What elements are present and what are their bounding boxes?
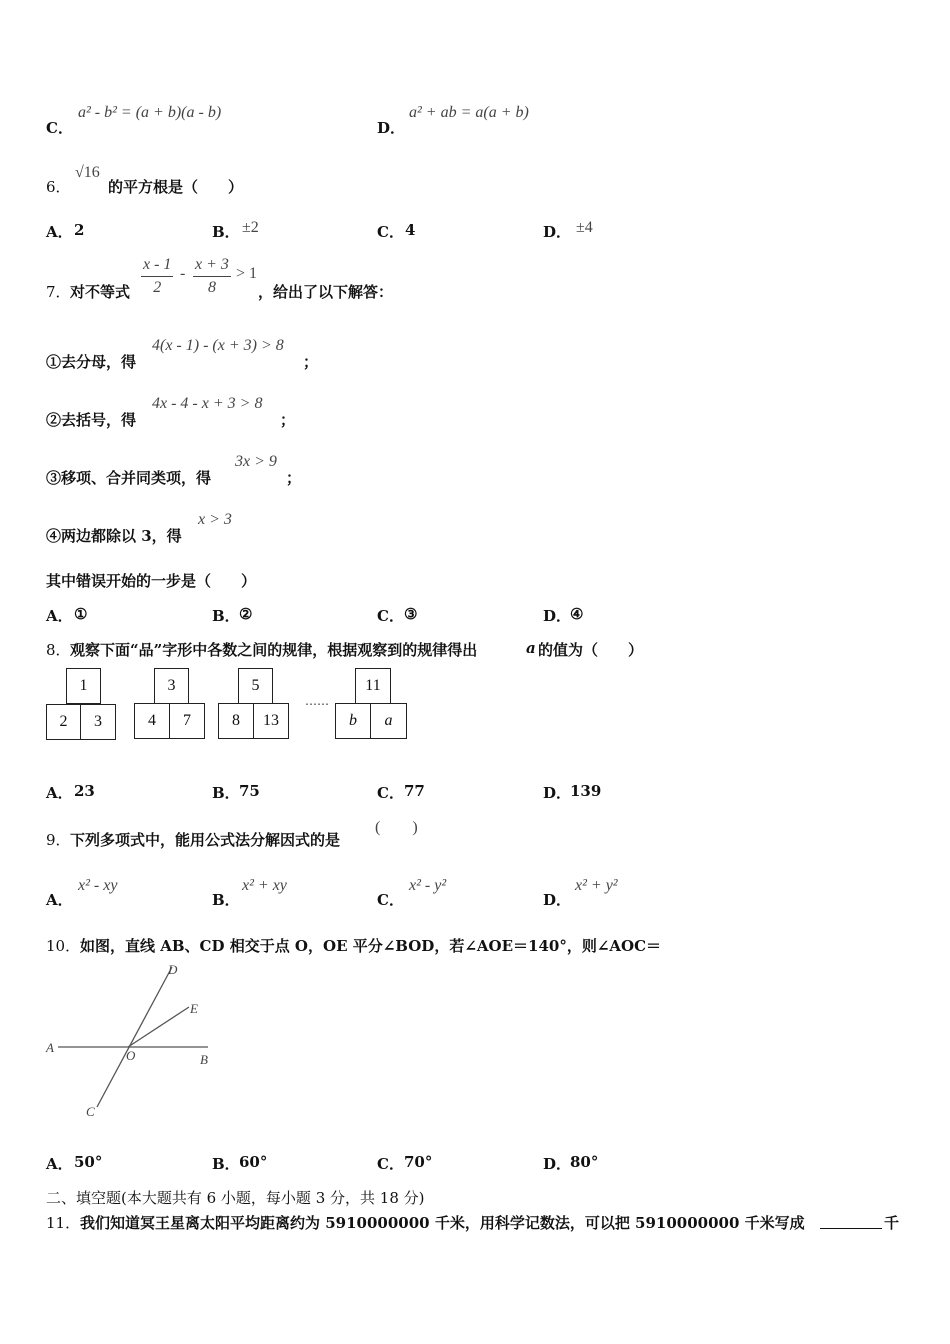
point-d-label: D	[168, 962, 178, 977]
q8-fig3-left: 8	[218, 703, 254, 739]
q7-frac2-den: 8	[193, 276, 231, 299]
point-c-label: C	[86, 1104, 95, 1119]
q8-fig1-right: 3	[80, 704, 116, 740]
q6-option-a-value: 2	[74, 221, 85, 239]
q11-text-end: 千	[884, 1214, 900, 1232]
q10-option-b-label: B．	[212, 1155, 240, 1173]
q6-radical: √16	[75, 164, 100, 181]
q9-option-c-label: C．	[377, 891, 404, 909]
q7-step-4-text: ④两边都除以 3，得	[46, 527, 182, 545]
q7-option-a-value: ①	[74, 605, 88, 623]
q8-fig4-top: 11	[355, 668, 391, 704]
q7-option-d-value: ④	[570, 605, 584, 623]
q7-text-after: ，给出了以下解答：	[258, 283, 394, 301]
q10-option-c-value: 70°	[404, 1153, 433, 1171]
point-b-label: B	[200, 1052, 208, 1067]
q9-option-a-label: A．	[46, 891, 73, 909]
q8-option-b-label: B．	[212, 784, 240, 802]
q6-option-c-value: 4	[405, 221, 416, 239]
q10-option-a-value: 50°	[74, 1153, 103, 1171]
q9-option-a-expr: x² - xy	[78, 877, 118, 894]
q6-number: 6．	[46, 178, 71, 196]
q7-frac1-den: 2	[141, 276, 173, 299]
q8-option-c-label: C．	[377, 784, 404, 802]
q7-step-1-text: ①去分母，得	[46, 353, 137, 371]
q8-ellipsis: ……	[305, 694, 329, 708]
q6-text: 的平方根是（ ）	[108, 178, 244, 196]
q7-fraction-1	[141, 254, 173, 299]
q9-option-d-expr: x² + y²	[575, 877, 618, 894]
q8-option-d-value: 139	[570, 782, 602, 800]
point-a-label: A	[46, 1040, 54, 1055]
q11-text: 我们知道冥王星离太阳平均距离约为 5910000000 千米，用科学记数法，可以把 5910000000 千米写成	[80, 1214, 805, 1232]
q6-option-d-value: ±4	[576, 219, 593, 236]
q10-option-d-value: 80°	[570, 1153, 599, 1171]
q8-text: 观察下面“品”字形中各数之间的规律，根据观察到的规律得出	[70, 641, 478, 659]
q9-text: 下列多项式中，能用公式法分解因式的是	[70, 831, 341, 849]
line-cd	[97, 967, 172, 1107]
q10-text: 如图，直线 AB、CD 相交于点 O，OE 平分∠BOD，若∠AOE＝140°，则∠AOC＝	[80, 937, 662, 955]
q8-number: 8．	[46, 641, 71, 659]
ray-oe	[128, 1007, 189, 1047]
q10-line-diagram	[44, 962, 219, 1122]
q10-option-c-label: C．	[377, 1155, 404, 1173]
q7-step-2-text: ②去括号，得	[46, 411, 137, 429]
q8-option-c-value: 77	[404, 782, 425, 800]
section-2-title: 二、填空题(本大题共有 6 小题，每小题 3 分，共 18 分)	[46, 1189, 425, 1207]
q6-option-c-label: C．	[377, 223, 404, 241]
q9-option-b-expr: x² + xy	[242, 877, 287, 894]
q7-option-b-label: B．	[212, 607, 240, 625]
q11-answer-blank[interactable]	[820, 1214, 882, 1229]
q9-option-b-label: B．	[212, 891, 240, 909]
q6-option-a-label: A．	[46, 223, 73, 241]
q10-option-b-value: 60°	[239, 1153, 268, 1171]
q6-option-b-value: ±2	[242, 219, 259, 236]
q8-fig1-left: 2	[46, 704, 81, 740]
q9-option-d-label: D．	[543, 891, 572, 909]
q8-option-a-value: 23	[74, 782, 95, 800]
q8-option-d-label: D．	[543, 784, 572, 802]
q10-number: 10．	[46, 937, 81, 955]
q7-step-2-end: ；	[280, 411, 296, 429]
q10-option-d-label: D．	[543, 1155, 572, 1173]
q5-option-c-label: C．	[46, 119, 73, 137]
q7-option-a-label: A．	[46, 607, 73, 625]
q9-paren: ( )	[375, 819, 418, 836]
q8-var: a	[526, 639, 536, 657]
q7-option-d-label: D．	[543, 607, 572, 625]
q7-minus: -	[180, 265, 186, 282]
q6-option-d-label: D．	[543, 223, 572, 241]
q7-step-1-expr: 4(x - 1) - (x + 3) > 8	[152, 337, 284, 354]
q7-frac2-num: x + 3	[195, 256, 229, 273]
q7-number: 7．	[46, 283, 71, 301]
q10-option-a-label: A．	[46, 1155, 73, 1173]
q8-option-a-label: A．	[46, 784, 73, 802]
q7-option-b-value: ②	[239, 605, 253, 623]
q11-number: 11．	[46, 1214, 81, 1232]
q7-fraction-2	[193, 254, 231, 299]
q9-option-c-expr: x² - y²	[409, 877, 447, 894]
q7-gt: > 1	[236, 265, 258, 282]
q8-option-b-value: 75	[239, 782, 260, 800]
q7-text-before: 对不等式	[70, 283, 131, 301]
q7-step-3-text: ③移项、合并同类项，得	[46, 469, 212, 487]
q7-step-3-end: ；	[286, 469, 302, 487]
q5-option-c-expr: a² - b² = (a + b)(a - b)	[78, 104, 222, 121]
q8-fig3-top: 5	[238, 668, 273, 704]
q9-number: 9．	[46, 831, 71, 849]
q7-option-c-label: C．	[377, 607, 404, 625]
q5-option-d-label: D．	[377, 119, 406, 137]
q8-text-end: 的值为（ ）	[538, 641, 644, 659]
q8-fig4-right: a	[370, 703, 407, 739]
q7-frac1-num: x - 1	[143, 256, 172, 273]
point-e-label: E	[190, 1001, 198, 1016]
q7-question: 其中错误开始的一步是（ ）	[46, 572, 257, 590]
q7-step-4-expr: x > 3	[198, 511, 232, 528]
point-o-label: O	[126, 1048, 136, 1063]
q8-fig2-right: 7	[169, 703, 205, 739]
q7-step-1-end: ；	[303, 353, 319, 371]
q7-option-c-value: ③	[404, 605, 418, 623]
q7-step-2-expr: 4x - 4 - x + 3 > 8	[152, 395, 263, 412]
q8-fig2-top: 3	[154, 668, 189, 704]
q8-fig4-left: b	[335, 703, 371, 739]
q8-fig2-left: 4	[134, 703, 170, 739]
q7-step-3-expr: 3x > 9	[235, 453, 277, 470]
q5-option-d-expr: a² + ab = a(a + b)	[409, 104, 529, 121]
q8-fig3-right: 13	[253, 703, 289, 739]
q8-fig1-top: 1	[66, 668, 101, 704]
q6-option-b-label: B．	[212, 223, 240, 241]
